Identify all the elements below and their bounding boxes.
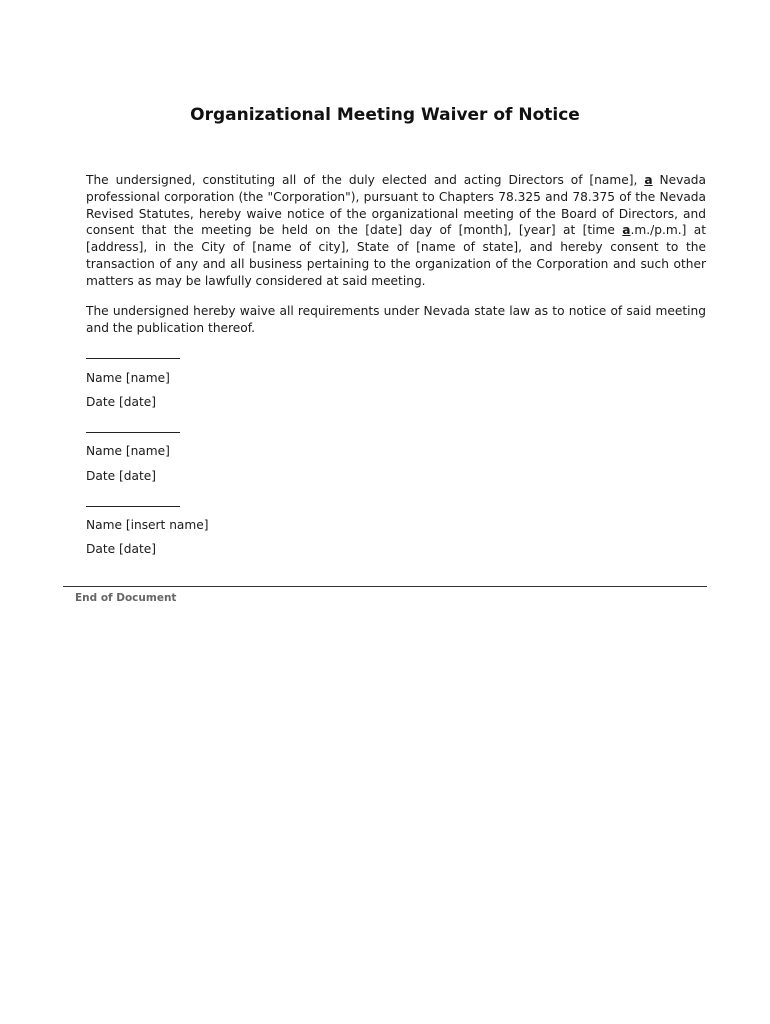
signature-line — [86, 358, 180, 359]
paragraph-text: Nevada professional corporation (the "Corporation"), pursuant to Chapters 78.325 and 78.375 of the Nevada Revised Statutes, hereby waive notice of the organizational meeting of the Board of Directors, and consent that the meeting be held on the [date] day of [month], [year] at [time — [86, 173, 707, 238]
signature-name: Name [insert name] — [86, 518, 209, 532]
paragraph-text: .m./p.m.] at [address], in the City of [name of city], State of [name of state], and hereby consent to the transaction of any and all business pertaining to the organization of the Corporation and such other matters as may be lawfully considered at said meeting. — [86, 223, 706, 288]
end-of-document-label: End of Document — [75, 592, 177, 604]
consent-paragraph — [86, 172, 706, 290]
signature-date: Date [date] — [86, 395, 156, 409]
signature-line — [86, 432, 180, 433]
signature-date: Date [date] — [86, 542, 156, 556]
signature-line — [86, 506, 180, 507]
underlined-article: a — [644, 173, 653, 187]
paragraph-text: The undersigned, constituting all of the duly elected and acting Directors of [name], — [86, 173, 645, 187]
signature-name: Name [name] — [86, 444, 170, 458]
signature-date: Date [date] — [86, 469, 156, 483]
signature-name: Name [name] — [86, 371, 170, 385]
end-divider — [63, 586, 707, 587]
document-title: Organizational Meeting Waiver of Notice — [190, 105, 580, 125]
underlined-article: a — [622, 223, 631, 238]
waiver-paragraph: The undersigned hereby waive all requirements under Nevada state law as to notice of said meeting and the publication thereof. — [86, 304, 706, 335]
